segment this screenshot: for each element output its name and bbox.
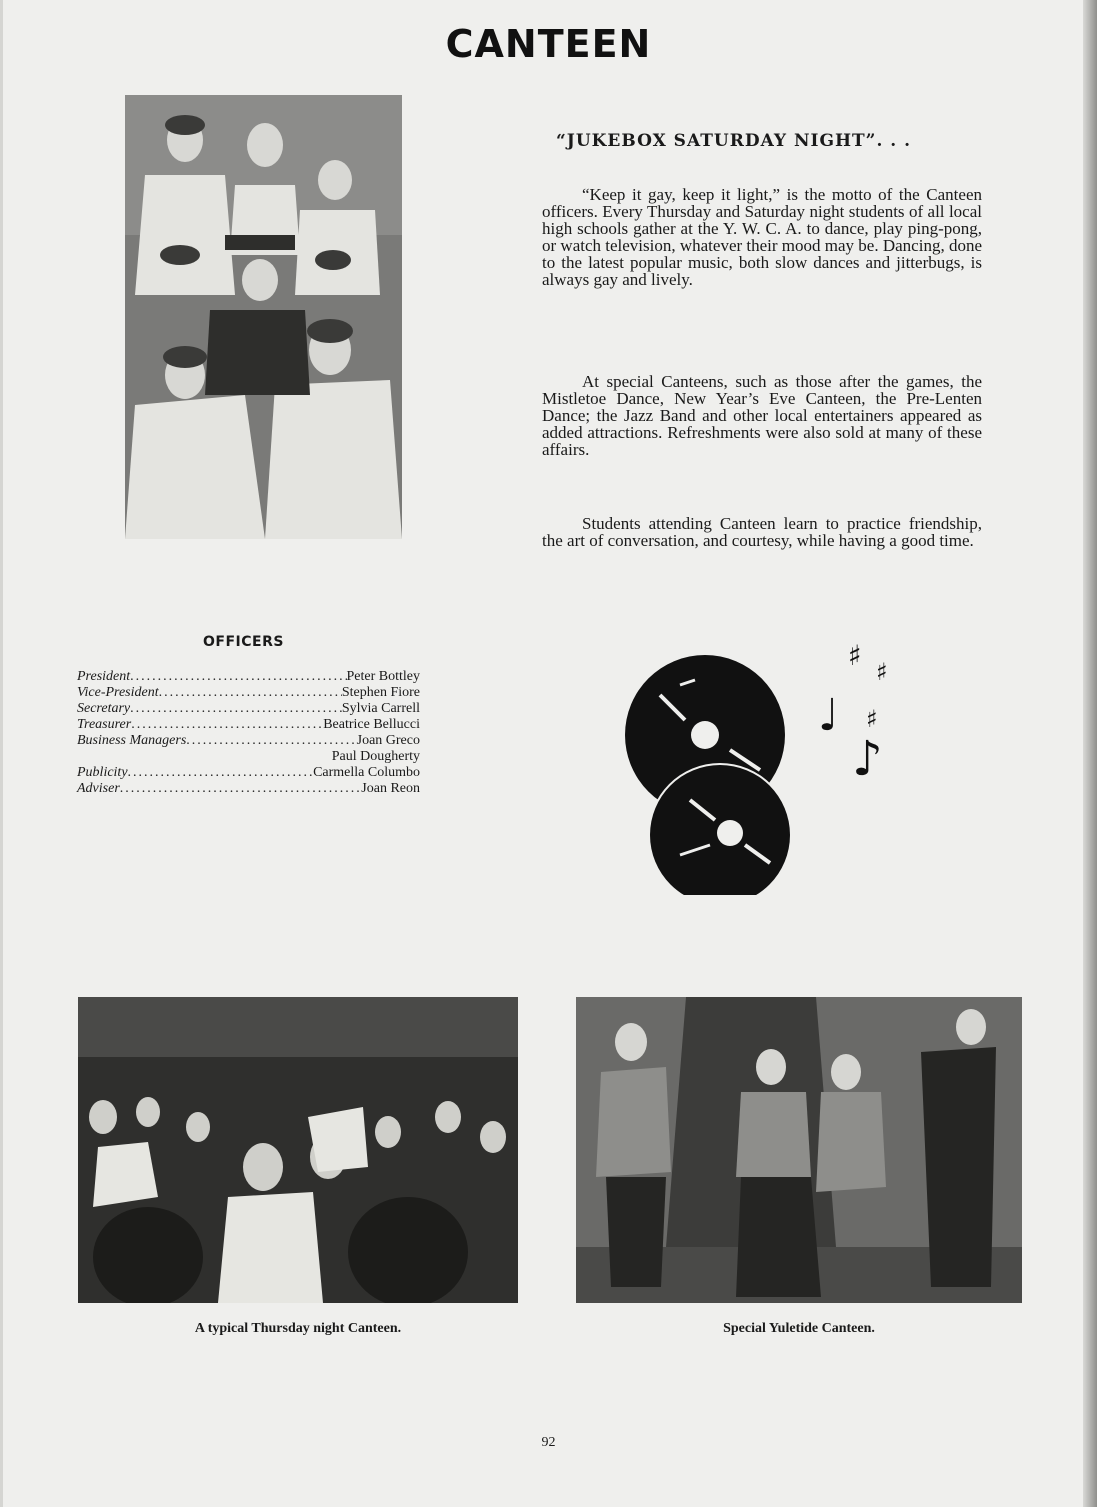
svg-text:♯: ♯ (876, 658, 888, 686)
page-edge-left (0, 0, 3, 1507)
officer-row (77, 765, 420, 781)
page-edge-right (1083, 0, 1097, 1507)
leader-dots (130, 701, 342, 717)
leader-dots (130, 669, 346, 685)
officer-name: Joan Greco (356, 733, 420, 748)
officer-row (77, 669, 420, 685)
officer-row (77, 701, 420, 717)
officer-role: Adviser (77, 781, 120, 796)
officers-group-photo (125, 95, 402, 539)
leader-dots (159, 685, 342, 701)
officer-name: Stephen Fiore (341, 685, 420, 700)
leader-dots (128, 765, 314, 781)
page-number: 92 (541, 1435, 556, 1450)
officer-row (77, 781, 420, 797)
music-notes-icon (818, 639, 888, 787)
page-title: CANTEEN (445, 22, 652, 66)
officer-row (77, 733, 420, 749)
svg-text:♯: ♯ (866, 705, 878, 733)
svg-text:♪: ♪ (852, 731, 883, 787)
officer-role: Secretary (77, 701, 131, 716)
leader-dots (186, 733, 356, 749)
officer-role: Vice-President (77, 685, 159, 700)
officers-list (77, 669, 420, 797)
thursday-photo-caption: A typical Thursday night Canteen. (194, 1321, 402, 1336)
svg-text:♯: ♯ (848, 639, 862, 672)
yuletide-photo-caption: Special Yuletide Canteen. (723, 1321, 875, 1336)
officer-name: Peter Bottley (346, 669, 420, 684)
yuletide-canteen-photo (576, 997, 1022, 1303)
officer-row (77, 717, 420, 733)
article-paragraph-1: “Keep it gay, keep it light,” is the motto of the Canteen officers. Every Thursday and Saturday night students of all local high schools gather at the Y. W. C. A. to dance, play ping-pong, or watch television, whatever their mood may be. Dancing, done to the latest popular music, both slow dances and jitterbugs, is always gay and lively. (542, 185, 982, 289)
officer-name: Joan Reon (361, 781, 420, 796)
officer-name: Sylvia Carrell (341, 701, 420, 716)
article-paragraph-3: Students attending Canteen learn to practice friendship, the art of conversation, and courtesy, while having a good time. (542, 514, 982, 550)
article-heading: “JUKEBOX SATURDAY NIGHT”. . . (556, 131, 912, 151)
records-illustration (620, 635, 930, 900)
officer-row (77, 685, 420, 701)
officer-name: Paul Dougherty (331, 749, 420, 764)
officer-role: Business Managers (77, 733, 187, 748)
officer-name-continued (77, 749, 420, 765)
officer-name: Beatrice Bellucci (323, 717, 420, 732)
officer-role: Treasurer (77, 717, 132, 732)
officer-role: Publicity (77, 765, 128, 780)
leader-dots (131, 717, 323, 733)
officer-name: Carmella Columbo (313, 765, 420, 780)
leader-dots (120, 781, 362, 797)
thursday-canteen-photo (78, 997, 518, 1303)
officer-role: President (77, 669, 131, 684)
officers-heading: OFFICERS (203, 634, 284, 650)
svg-text:♩: ♩ (818, 690, 839, 741)
article-paragraph-2: At special Canteens, such as those after the games, the Mistletoe Dance, New Year’s Eve Canteen, the Pre-Lenten Dance; the Jazz Band and other local entertainers appeared as added attractions. Refreshments were also sold at many of these affairs. (542, 372, 982, 459)
